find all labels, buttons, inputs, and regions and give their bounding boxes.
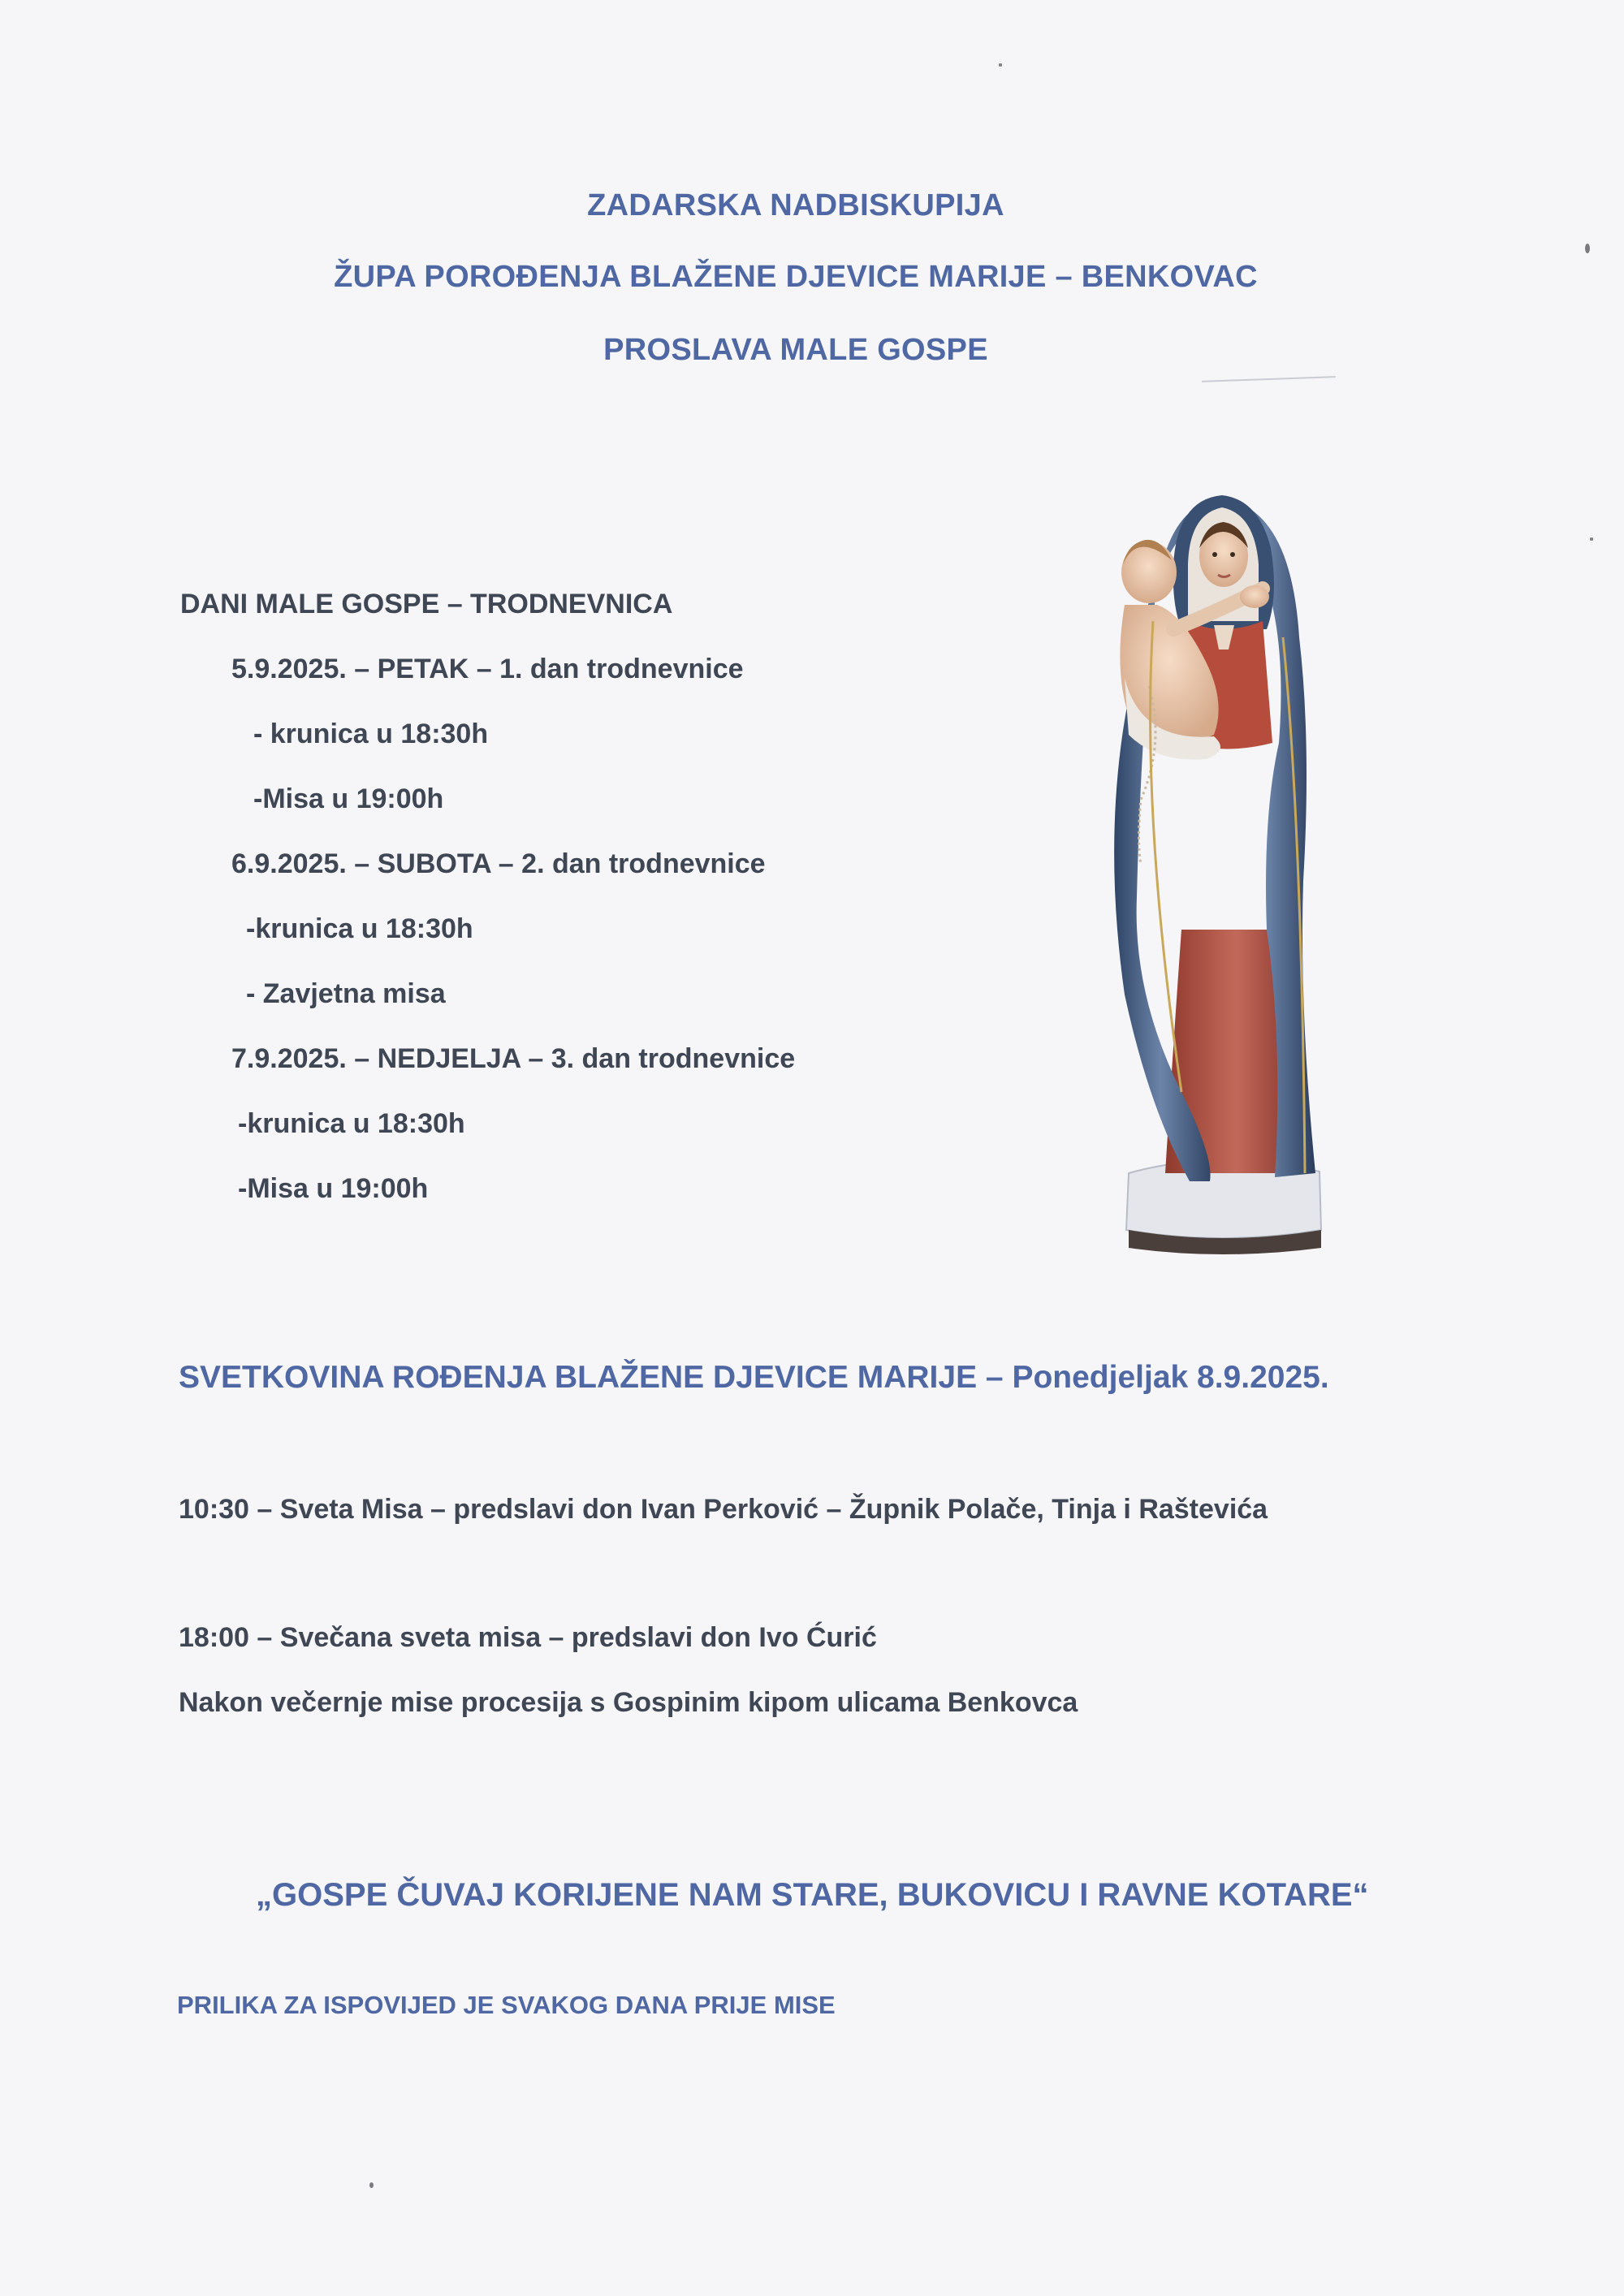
feast-title: SVETKOVINA ROĐENJA BLAŽENE DJEVICE MARIJE – Ponedjeljak 8.9.2025. bbox=[179, 1360, 1329, 1395]
day3-date: 7.9.2025. – NEDJELJA – 3. dan trodnevnice bbox=[231, 1043, 796, 1074]
day3-mass: -Misa u 19:00h bbox=[238, 1173, 429, 1204]
madonna-statue-image bbox=[1092, 475, 1336, 1254]
celebration-title: PROSLAVA MALE GOSPE bbox=[603, 333, 988, 367]
morning-mass: 10:30 – Sveta Misa – predslavi don Ivan Perković – Župnik Polače, Tinja i Raštevića bbox=[179, 1494, 1268, 1525]
paper-speck bbox=[999, 63, 1002, 67]
day3-rosary: -krunica u 18:30h bbox=[238, 1108, 465, 1139]
archdiocese-title: ZADARSKA NADBISKUPIJA bbox=[587, 188, 1004, 222]
day1-rosary: - krunica u 18:30h bbox=[253, 719, 489, 749]
parish-title: ŽUPA POROĐENJA BLAŽENE DJEVICE MARIJE – BENKOVAC bbox=[334, 260, 1258, 294]
day2-date: 6.9.2025. – SUBOTA – 2. dan trodnevnice bbox=[231, 848, 766, 879]
paper-speck bbox=[369, 2182, 374, 2188]
novena-title: DANI MALE GOSPE – TRODNEVNICA bbox=[180, 589, 673, 619]
motto: „GOSPE ČUVAJ KORIJENE NAM STARE, BUKOVICU I RAVNE KOTARE“ bbox=[256, 1877, 1369, 1913]
procession-note: Nakon večernje mise procesija s Gospinim kipom ulicama Benkovca bbox=[179, 1687, 1078, 1718]
day2-rosary: -krunica u 18:30h bbox=[246, 913, 473, 944]
confession-note: PRILIKA ZA ISPOVIJED JE SVAKOG DANA PRIJE MISE bbox=[177, 1991, 836, 2019]
paper-speck bbox=[1590, 537, 1593, 541]
paper-speck bbox=[1585, 244, 1590, 253]
day2-votive-mass: - Zavjetna misa bbox=[246, 978, 446, 1009]
pencil-mark bbox=[1202, 376, 1336, 382]
evening-mass: 18:00 – Svečana sveta misa – predslavi don Ivo Ćurić bbox=[179, 1622, 877, 1653]
day1-date: 5.9.2025. – PETAK – 1. dan trodnevnice bbox=[231, 654, 744, 684]
day1-mass: -Misa u 19:00h bbox=[253, 783, 444, 814]
